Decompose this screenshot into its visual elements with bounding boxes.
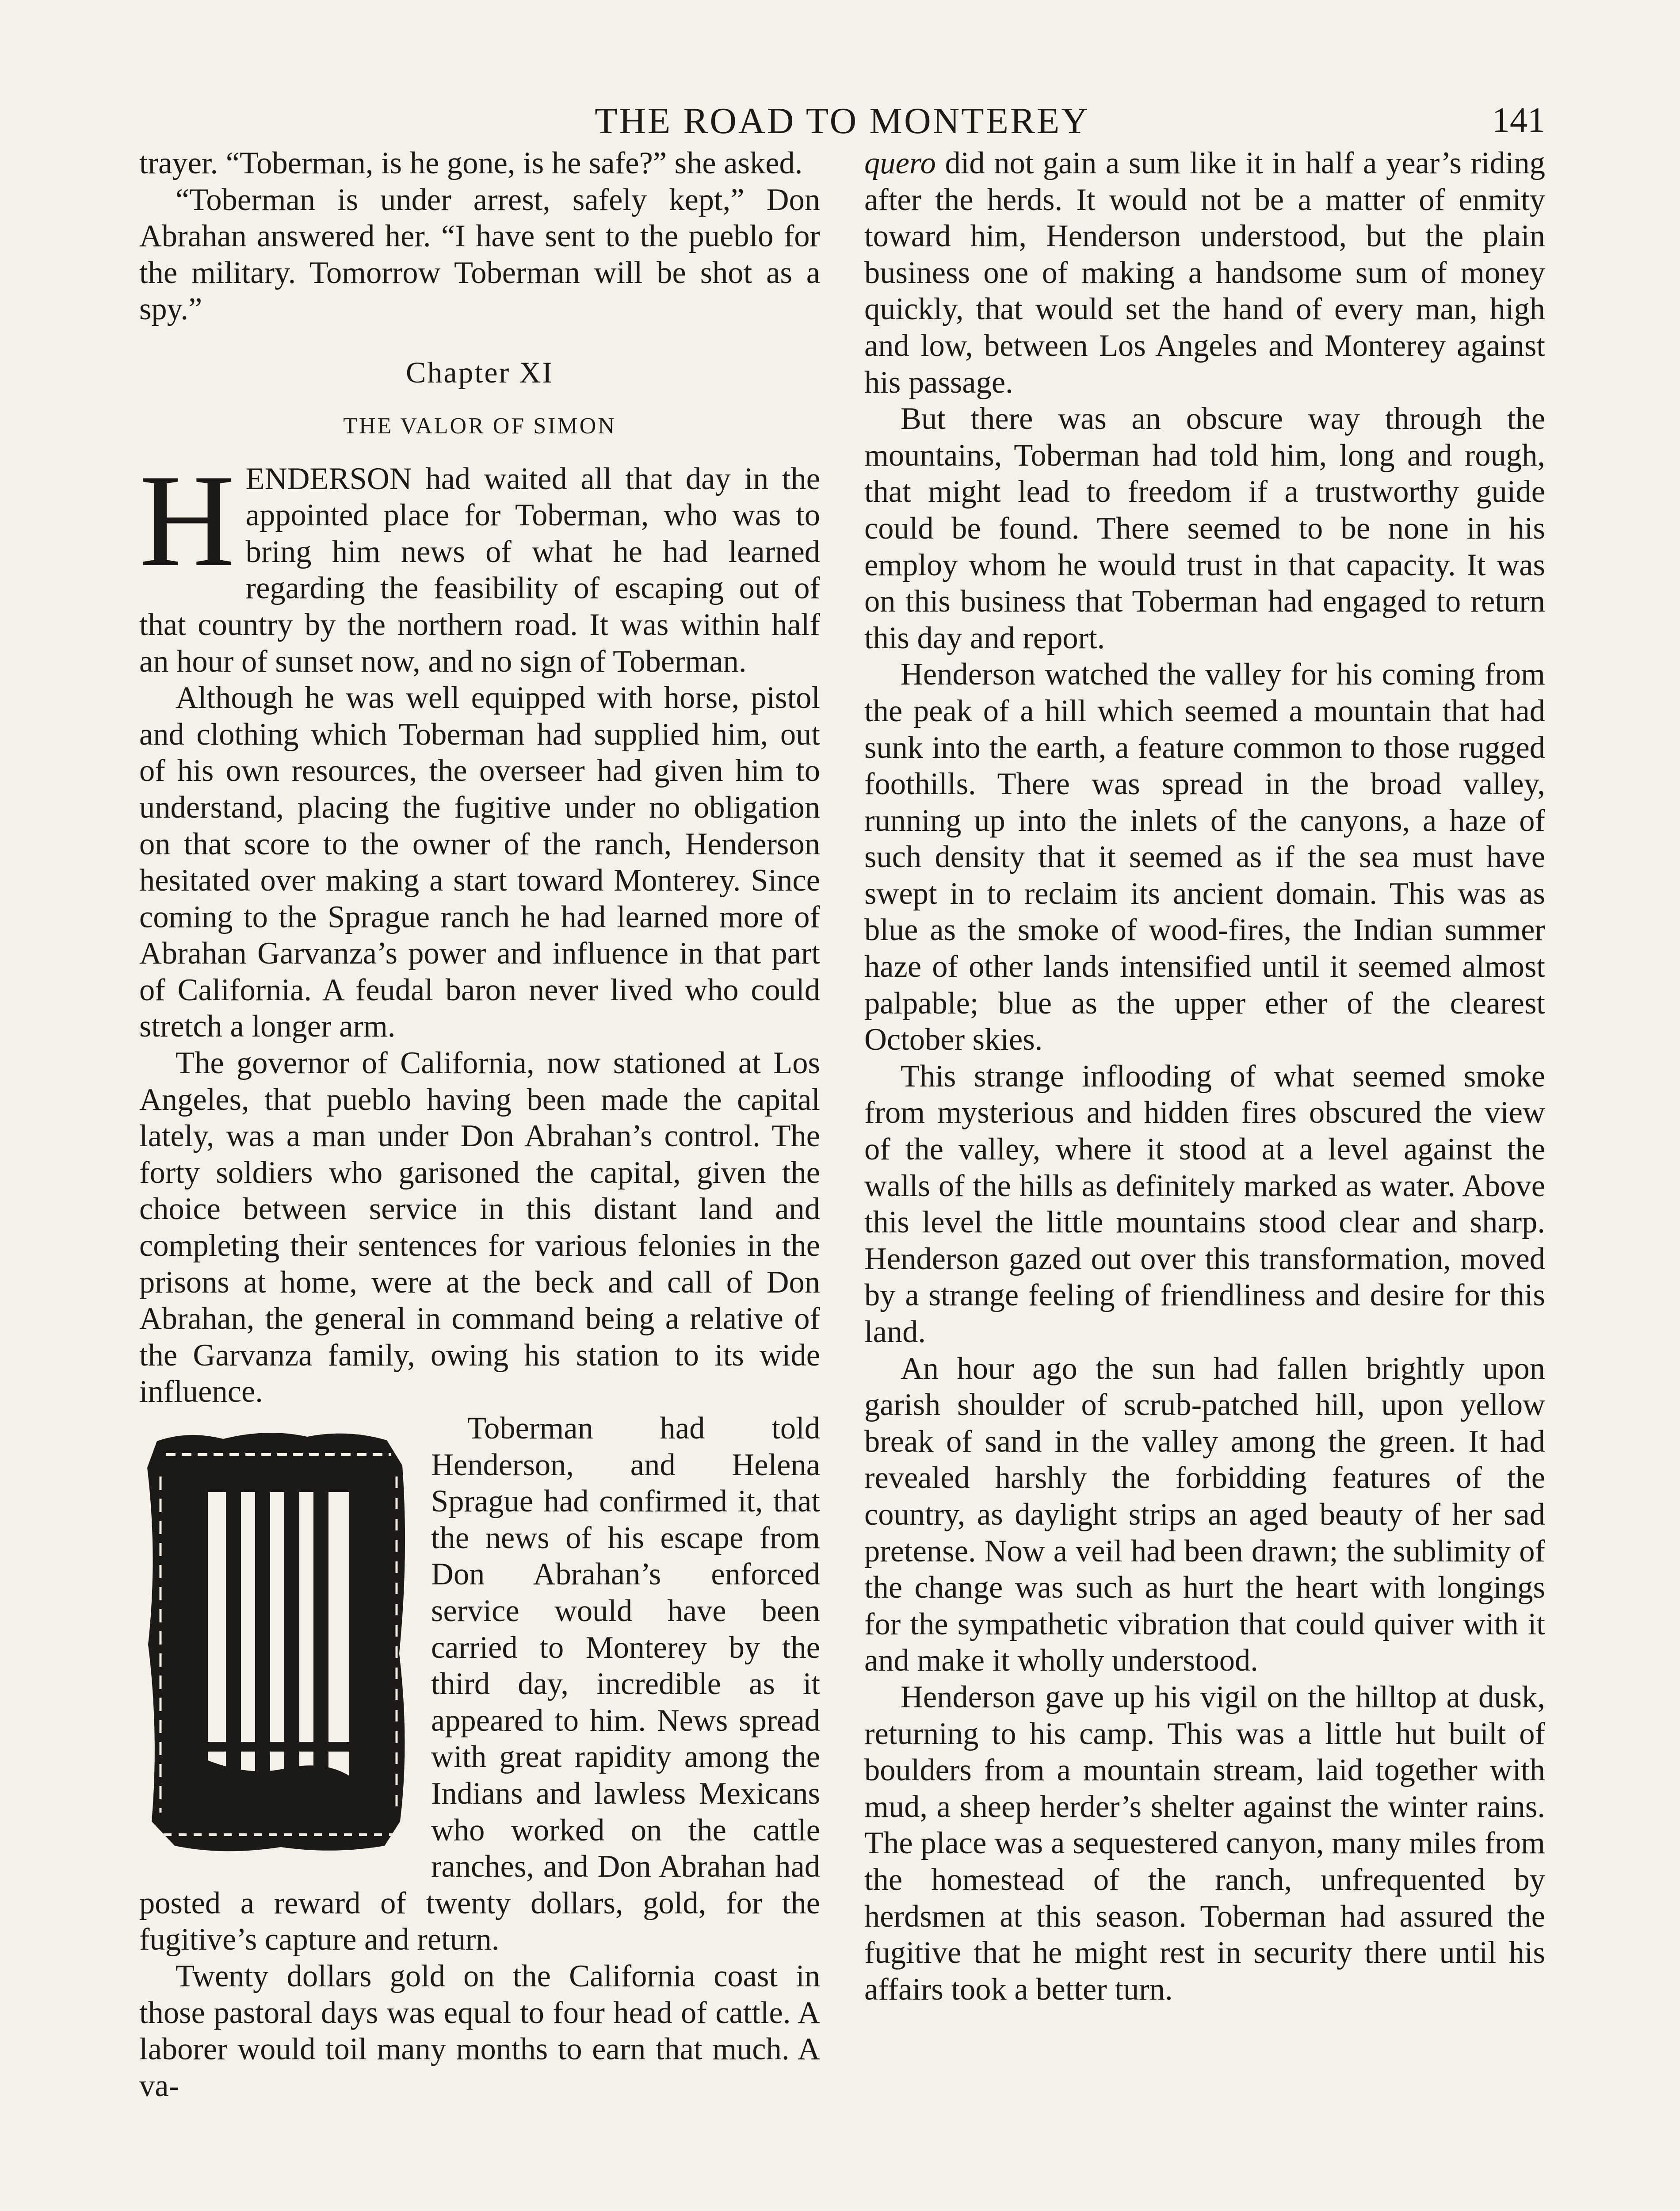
running-title: THE ROAD TO MONTEREY [595, 100, 1090, 142]
chapter-heading: Chapter XI [405, 355, 554, 389]
chapter-opening-paragraph [139, 447, 820, 680]
paragraph: Henderson gave up his vigil on the hilltop at dusk, returning to his camp. This was a little hut built of boulders from a mountain stream, laid together with mud, a sheep herder’s shelter against the winter rains. The place was a sequestered canyon, many miles from the homestead of the ranch, unfrequented by herdsmen at this season. Toberman had assured the fugitive that he might rest in security there until his affairs took a better turn. [864, 1679, 1545, 2007]
paragraph: The governor of California, now stationed at Los Angeles, that pueblo having been made the capital lately, was a man under Don Abrahan’s control. The forty soldiers who garisoned the capital, given the choice between service in this distant land and completing their sentences for various felonies in the prisons at home, were at the beck and call of Don Abrahan, the general in command being a relative of the Garvanza family, owing his station to its wide influence. [139, 1046, 820, 1409]
chapter-subtitle: THE VALOR OF SIMON [343, 413, 616, 439]
left-column [139, 145, 820, 2104]
paragraph-text: ENDERSON had waited all that day in the appointed place for Toberman, who was to bring him news of what he had learned regarding the feasibility of escaping out of that country by the northern road. It was within half an hour of sunset now, and no sign of Toberman. [139, 461, 820, 679]
drop-cap: H [139, 447, 235, 594]
page-header [139, 95, 1545, 148]
paragraph: Toberman had told Henderson, and Helena Sprague had confirmed it, that the news of his escape from Don Abrahan’s enforced service would have been carried to Monterey by the third day, incredible as it appeared to him. News spread with great rapidity among the Indians and lawless Mexicans who worked on the cattle ranches, and Don Abrahan had posted a reward of twenty dollars, gold, for the fugitive’s capture and return. [139, 1411, 820, 1957]
paragraph: “Toberman is under arrest, safely kept,” Don Abrahan answered her. “I have sent to the pueblo for the military. Tomorrow Toberman will be shot as a spy.” [139, 182, 820, 327]
paragraph: This strange inflooding of what seemed smoke from mysterious and hidden fires obscured the view of the valley, where it stood at a level against the walls of the hills as definitely marked as water. Above this level the little mountains stood clear and sharp. Henderson gazed out over this transformation, moved by a strange feeling of friendliness and desire for this land. [864, 1059, 1545, 1349]
paragraph: But there was an obscure way through the mountains, Toberman had told him, long and rough, that might lead to freedom if a trustworthy guide could be found. There seemed to be none in his employ whom he would trust in that capacity. It was on this business that Toberman had engaged to return this day and report. [864, 402, 1545, 655]
paragraph: Although he was well equipped with horse, pistol and clothing which Toberman had supplied him, out of his own resources, the overseer had given him to understand, placing the fugitive under no obligation on that score to the owner of the ranch, Henderson hesitated over making a start toward Monterey. Since coming to the Sprague ranch he had learned more of Abrahan Garvanza’s power and influence in that part of California. A feudal baron never lived who could stretch a longer arm. [139, 681, 820, 1044]
paragraph: An hour ago the sun had fallen brightly upon garish shoulder of scrub-patched hill, upon yellow break of sand in the valley among the green. It had revealed harshly the forbidding features of the country, as daylight strips an aged beauty of her sad pretense. Now a veil had been drawn; the sublimity of the change was such as hurt the heart with longings for the sympathetic vibration that could quiver with it and make it wholly understood. [864, 1351, 1545, 1678]
paragraph-text: did not gain a sum like it in half a year’s riding after the herds. It would not be a matter of enmity toward him, Henderson understood, but the plain business one of making a handsome sum of money quickly, that would set the hand of every man, high and low, between Los Angeles and Monterey against his passage. [864, 146, 1545, 400]
paragraph: trayer. “Toberman, is he gone, is he safe?” she asked. [139, 146, 803, 180]
right-column [864, 145, 1545, 2008]
paragraph: Twenty dollars gold on the California coast in those pastoral days was equal to four head of cattle. A laborer would toil many months to earn that much. A va- [139, 1959, 820, 2103]
paragraph: Henderson watched the valley for his coming from the peak of a hill which seemed a mountain that had sunk into the earth, a feature common to those rugged foothills. There was spread in the broad valley, running up into the inlets of the canyons, a haze of such density that it seemed as if the sea must have swept in to reclaim its ancient domain. This was as blue as the smoke of wood-fires, the Indian summer haze of other lands intensified until it seemed almost palpable; blue as the upper ether of the clearest October skies. [864, 657, 1545, 1057]
page-number: 141 [1492, 101, 1545, 140]
paragraph [864, 145, 1545, 401]
barred-window-illustration [139, 1423, 418, 1861]
italic-word: quero [864, 146, 936, 180]
